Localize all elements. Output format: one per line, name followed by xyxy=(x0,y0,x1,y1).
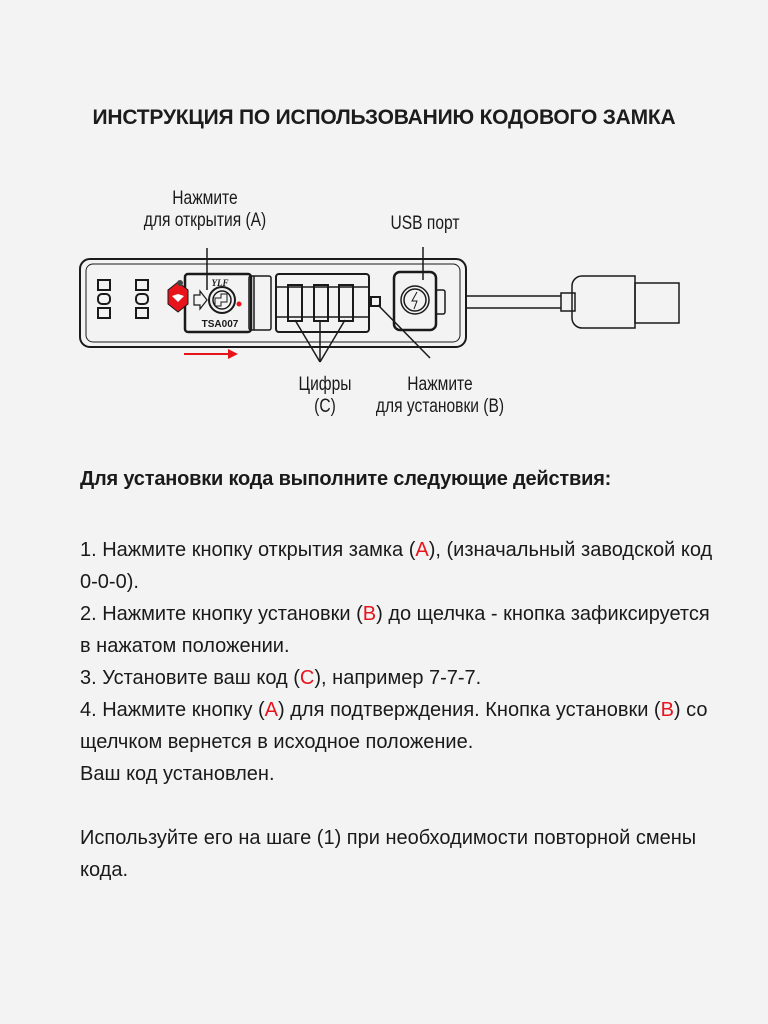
lock-illustration xyxy=(0,180,768,440)
slide-direction-arrow-icon xyxy=(184,349,238,359)
lock-diagram xyxy=(0,180,768,440)
label-digits-line1: Цифры xyxy=(298,374,352,395)
label-open-line1: Нажмите xyxy=(172,188,238,209)
svg-text:TSA007: TSA007 xyxy=(201,319,239,330)
step-2: 2. Нажмите кнопку установки (B) до щелчка - кнопка зафиксируется в нажатом положении. xyxy=(80,603,710,657)
page-title: ИНСТРУКЦИЯ ПО ИСПОЛЬЗОВАНИЮ КОДОВОГО ЗАМКА xyxy=(92,106,676,129)
note: Используйте его на шаге (1) при необходимости повторной смены кода. xyxy=(80,827,697,881)
label-set-line2: для установки (B) xyxy=(375,396,505,417)
label-usb-port: USB порт xyxy=(390,213,460,234)
label-digits-line2: (C) xyxy=(314,396,336,417)
label-set-line1: Нажмите xyxy=(407,374,473,395)
step-3: 3. Установите ваш код (C), например 7-7-7. xyxy=(80,667,482,689)
vent-slots-icon xyxy=(98,280,148,318)
svg-text:YLF: YLF xyxy=(211,278,229,288)
instruction-steps xyxy=(80,534,720,886)
done-message: Ваш код установлен. xyxy=(80,763,275,785)
step-1: 1. Нажмите кнопку открытия замка (A), (изначальный заводской код 0-0-0). xyxy=(80,539,713,593)
label-open-line2: для открытия (A) xyxy=(143,210,267,231)
step-4: 4. Нажмите кнопку (A) для подтверждения. Кнопка установки (B) со щелчком вернется в исходное положение. xyxy=(80,699,708,753)
instructions-subtitle: Для установки кода выполните следующие действия: xyxy=(80,468,612,490)
